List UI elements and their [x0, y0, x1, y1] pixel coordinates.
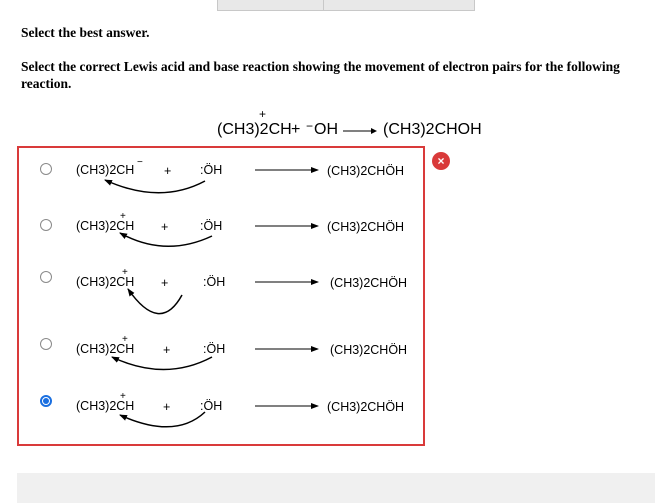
- option-2-right: :ÖH: [200, 219, 223, 233]
- option-2-plus: +: [161, 220, 169, 234]
- reaction-reactant1: (CH3)2CH: [217, 121, 292, 138]
- option-2-left: (CH3)2CH: [76, 219, 135, 233]
- instruction-text: Select the best answer.: [21, 25, 150, 40]
- option-3-left-charge: +: [122, 267, 128, 278]
- option-3-left: (CH3)2CH: [76, 275, 135, 289]
- question-text: Select the correct Lewis acid and base reaction showing the movement of electron pairs for the following reaction.: [21, 59, 620, 91]
- option-5-curved-arrow: [120, 412, 205, 427]
- option-5-left: (CH3)2CH: [76, 399, 135, 413]
- footer-bar: [17, 473, 655, 503]
- option-5-plus: +: [163, 400, 171, 414]
- option-1-left-charge: −: [137, 157, 143, 168]
- reaction-product: (CH3)2CHOH: [383, 121, 482, 138]
- option-4-plus: +: [163, 343, 171, 357]
- option-3-product[interactable]: (CH3)2CHÖH: [330, 276, 408, 290]
- option-3-plus: +: [161, 276, 169, 290]
- option-2-left-charge: +: [120, 211, 126, 222]
- option-3-curved-arrow: [128, 289, 182, 314]
- option-1-plus: +: [164, 164, 172, 178]
- electron-pair-arrows: [105, 180, 212, 427]
- option-4-product[interactable]: (CH3)2CHÖH: [330, 343, 408, 357]
- option-4-left: (CH3)2CH: [76, 342, 135, 356]
- reaction-reactant1-charge: +: [259, 107, 267, 121]
- option-2-curved-arrow: [120, 233, 212, 246]
- reaction-reactant2-charge: −: [306, 119, 314, 133]
- option-1-right: :ÖH: [200, 163, 223, 177]
- reaction-plus: +: [291, 121, 301, 138]
- reaction-reactant2: OH: [314, 121, 338, 138]
- option-2-product[interactable]: (CH3)2CHÖH: [327, 220, 405, 234]
- option-4-curved-arrow: [112, 357, 212, 370]
- option-5-right: :ÖH: [200, 399, 223, 413]
- close-icon: ×: [432, 152, 450, 170]
- reaction-arrows: [255, 170, 318, 406]
- option-5-product[interactable]: (CH3)2CHÖH: [327, 400, 405, 414]
- option-1-left: (CH3)2CH: [76, 163, 135, 177]
- option-1-product[interactable]: (CH3)2CHÖH: [327, 164, 405, 178]
- option-4-left-charge: +: [122, 334, 128, 345]
- option-5-left-charge: +: [120, 391, 126, 402]
- option-1-curved-arrow: [105, 180, 205, 193]
- option-3-right: :ÖH: [203, 275, 226, 289]
- option-4-right: :ÖH: [203, 342, 226, 356]
